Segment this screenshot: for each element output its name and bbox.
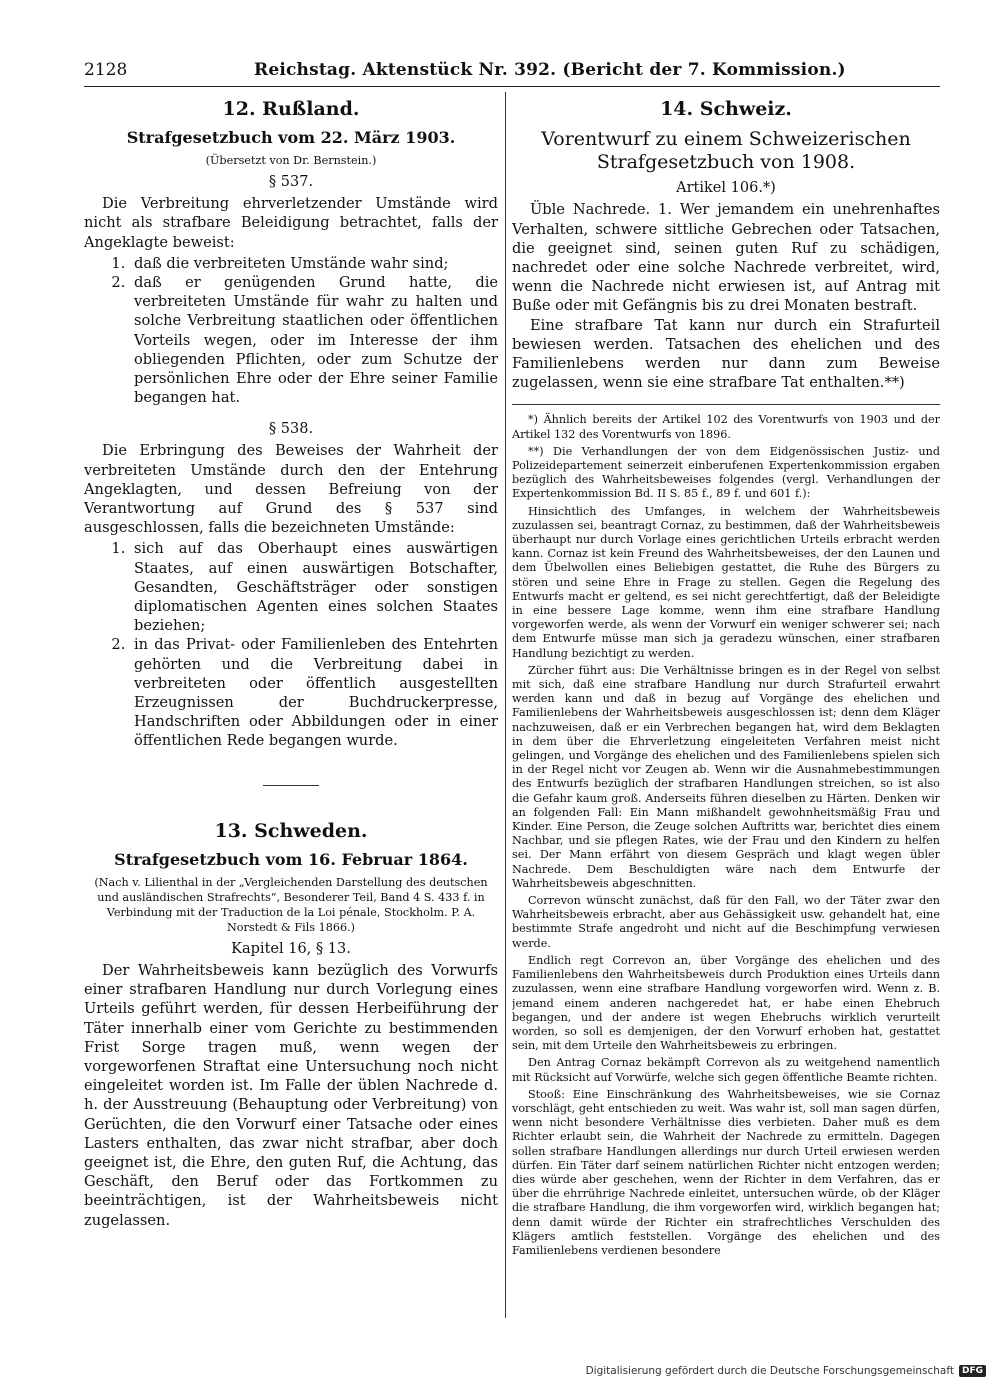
paragraph-538-intro: Die Erbringung des Beweises der Wahrheit der verbreiteten Umstände durch den der Entehrung Angeklagten, und dessen Befreiung von der Verantwortung auf Grund des § 537 sind ausgeschlossen, falls die bezeichneten Umstände:	[84, 442, 498, 537]
paragraph-537-list	[84, 254, 498, 408]
credit-text: Digitalisierung gefördert durch die Deutsche Forschungsgemeinschaft	[585, 1365, 954, 1377]
footnote: Stooß: Eine Einschränkung des Wahrheitsbeweises, wie sie Cornaz vorschlägt, geht entschieden zu weit. Was wahr ist, soll man sagen dürfen, wenn nicht besondere Verhältnisse dies verbieten. Daher muß es dem Richter erlaubt sein, die Wahrheit der Nachrede zu ermitteln. Dagegen sollen strafbare Handlungen allerdings nur durch Urteil erwiesen werden dürfen. Ein Täter darf seinem natürlichen Richter nicht entzogen werden; dies würde aber geschehen, wenn der Richter in dem Verfahren, das er über die ehrrührige Nachrede einleitet, untersuchen würde, ob der Kläger die strafbare Handlung, die ihm vorgeworfen wird, wirklich begangen hat; denn damit würde der Richter ein strafrechtliches Verschulden des Klägers amtlich feststellen. Vorgänge des ehelichen und des Familienlebens verdienen besondere	[512, 1087, 940, 1257]
digitization-credit	[586, 1365, 986, 1377]
footnote: Den Antrag Cornaz bekämpft Correvon als zu weitgehend namentlich mit Rücksicht auf Vorwürfe, welche sich gegen öffentliche Beamte richten.	[512, 1056, 940, 1084]
footnote: *) Ähnlich bereits der Artikel 102 des Vorentwurfs von 1903 und der Artikel 132 des Vorentwurfs von 1896.	[512, 413, 940, 441]
chapter-label: Kapitel 16, § 13.	[231, 941, 351, 958]
article-paragraph-1: Üble Nachrede. 1. Wer jemandem ein unehrenhaftes Verhalten, schwere sittliche Gebrechen oder Tatsachen, die geeignet sind, seinen guten Ruf zu schädigen, nachredet oder eine solche Nachrede verbreitet, wird, wenn die Nachrede nicht erwiesen ist, auf Antrag mit Buße oder mit Gefängnis bis zu drei Monaten bestraft.	[512, 201, 940, 315]
paragraph-label-538: § 538.	[268, 421, 314, 438]
section-heading-schweden: 13. Schweden.	[214, 819, 368, 842]
list-item: 2. daß er genügenden Grund hatte, die verbreiteten Umstände für wahr zu halten und solche Verbreitung staatlichen oder öffentlichen Vorteils wegen, oder im Interesse der ihm obliegenden Pflichten, oder zum Schutze der persönlichen Ehre oder der Ehre seiner Familie begangen hat.	[130, 273, 498, 407]
section-divider	[263, 785, 319, 786]
law-title-russland: Strafgesetzbuch vom 22. März 1903.	[126, 128, 456, 147]
running-title: Reichstag. Aktenstück Nr. 392. (Bericht der 7. Kommission.)	[254, 60, 846, 80]
page	[84, 58, 940, 1318]
law-title-schweden: Strafgesetzbuch vom 16. Februar 1864.	[114, 849, 468, 869]
page-header	[84, 58, 940, 87]
right-column	[512, 92, 940, 1318]
dfg-logo: DFG	[959, 1365, 986, 1377]
list-item: 1. daß die verbreiteten Umstände wahr sind;	[130, 254, 498, 273]
column-divider	[505, 92, 506, 1318]
list-item: 1. sich auf das Oberhaupt eines auswärtigen Staates, auf einen auswärtigen Botschafter, Gesandten, Geschäftsträger oder sonstigen diplomatischen Agenten eines solchen Staates beziehen;	[130, 539, 498, 635]
translator-note: (Übersetzt von Dr. Bernstein.)	[205, 154, 377, 167]
columns	[84, 92, 940, 1318]
paragraph-538-list	[84, 539, 498, 750]
footnote-rule	[512, 404, 940, 405]
footnote: Zürcher führt aus: Die Verhältnisse bringen es in der Regel von selbst mit sich, daß eine strafbare Handlung nur durch Strafurteil erwahrt werden kann und daß in bezug auf Vorgänge des ehelichen und Familienlebens der Wahrheitsbeweis ausgeschlossen ist; denn dem Kläger nachzuweisen, daß er ein Verbrechen begangen hat, wird dem Beklagten in dem über die Ehrverletzung eingeleiteten Verfahren meist nicht gelingen, und Vorgänge des ehelichen und des Familienlebens spielen sich in der Regel nicht vor Zeugen ab. Wenn wir die Ausnahmebestimmungen des Entwurfs bezüglich der strafbaren Handlungen streichen, so ist also die Gefahr kaum groß. Anderseits führen dieselben zu Härten. Denken wir an folgenden Fall: Ein Mann mißhandelt gewohnheitsmäßig Frau und Kinder. Eine Person, die Zeuge solchen Auftritts war, berichtet dies einem Nachbar, und sie pflegen Rates, wie der Frau und den Kindern zu helfen sei. Der Mann erfährt von diesem Gespräch und klagt wegen übler Nachrede. Dem Beschuldigten wäre nach dem Entwurfe der Wahrheitsbeweis abgeschnitten.	[512, 663, 940, 890]
article-label: Artikel 106.*)	[676, 180, 776, 197]
footnote: Hinsichtlich des Umfanges, in welchem der Wahrheitsbeweis zuzulassen sei, beantragt Cornaz, zu bestimmen, daß der Wahrheitsbeweis überhaupt nur durch Vorlage eines gerichtlichen Urteils erbracht werden kann. Cornaz ist kein Freund des Wahrheitsbeweises, der den Launen und dem Übelwollen eines Beliebigen gestattet, die Ruhe des Bürgers zu stören und seine Ehre in Frage zu stellen. Gegen die Regelung des Entwurfs macht er geltend, es sei nicht gerechtfertigt, daß der Beleidigte in eine bessere Lage komme, wenn ihm eine strafbare Handlung vorgeworfen werde, als wenn der Vorwurf ein weniger schwerer sei; nach dem Entwurfe müsse man sich ja geradezu wünschen, einer strafbaren Handlung bezichtigt zu werden.	[512, 504, 940, 660]
section-heading-russland: 12. Rußland.	[222, 98, 360, 120]
left-column	[84, 92, 498, 1318]
schweden-text: Der Wahrheitsbeweis kann bezüglich des Vorwurfs einer strafbaren Handlung nur durch Vorlegung eines Urteils geführt werden, für dessen Herbeiführung der Täter innerhalb einer vom Gerichte zu bestimmenden Frist Sorge tragen muß, wenn wegen der vorgeworfenen Straftat eine Untersuchung noch nicht eingeleitet worden ist. Im Falle der üblen Nachrede d. h. der Ausstreuung (Behauptung oder Verbreitung) von Gerüchten, die den Vorwurf einer Tatsache oder eines Lasters enthalten, das zwar nicht strafbar, aber doch geeignet ist, die Ehre, den guten Ruf, die Achtung, das Geschäft, den Beruf oder das Fortkommen zu beeinträchtigen, ist der Wahrheitsbeweis nicht zugelassen.	[84, 962, 498, 1229]
article-paragraph-2: Eine strafbare Tat kann nur durch ein Strafurteil bewiesen werden. Tatsachen des ehelichen und des Familienlebens werden nur dann zum Beweise zugelassen, wenn sie eine strafbare Tat enthalten.**)	[512, 316, 940, 392]
footnote: **) Die Verhandlungen der von dem Eidgenössischen Justiz- und Polizeidepartement seinerzeit einberufenen Expertenkommission ergaben bezüglich des Wahrheitsbeweises folgendes (vergl. Verhandlungen der Expertenkommission Bd. II S. 85 f., 89 f. und 601 f.):	[512, 444, 940, 501]
footnote: Correvon wünscht zunächst, daß für den Fall, wo der Täter zwar den Wahrheitsbeweis erbracht, aber aus Gehässigkeit usw. gehandelt hat, eine bestimmte Strafe angedroht und nicht auf die Beschimpfung verwiesen werde.	[512, 894, 940, 950]
list-item: 2. in das Privat- oder Familienleben des Entehrten gehörten und die Verbreitung dabei in verbreiteten oder öffentlich ausgestellten Erzeugnissen der Buchdruckerpresse, Handschriften oder Abbildungen oder in einer öffentlichen Rede begangen wurde.	[130, 635, 498, 750]
paragraph-537-intro: Die Verbreitung ehrverletzender Umstände wird nicht als strafbare Beleidigung betrachtet, falls der Angeklagte beweist:	[84, 195, 498, 251]
source-note: (Nach v. Lilienthal in der „Vergleichenden Darstellung des deutschen und ausländischen Strafrechts“, Besonderer Teil, Band 4 S. 433 f. in Verbindung mit der Traduction de la Loi pénale, Stockholm. P. A. Norstedt & Fils 1866.)	[94, 875, 488, 934]
law-title-schweiz: Vorentwurf zu einem Schweizerischen Strafgesetzbuch von 1908.	[541, 128, 911, 174]
paragraph-label-537: § 537.	[268, 174, 314, 191]
page-number: 2128	[84, 60, 128, 80]
footnote: Endlich regt Correvon an, über Vorgänge des ehelichen und des Familienlebens den Wahrheitsbeweis durch Produktion eines Urteils dann zuzulassen, wenn eine strafbare Handlung vorgeworfen wird. Wenn z. B. jemand einem anderen nachgeredet hat, er habe einen Ehebruch begangen, und der andere ist wegen Ehebruchs wirklich verurteilt worden, so soll es demjenigen, der den Vorwurf erhoben hat, gestattet sein, mit dem Urteile den Wahrheitsbeweis zu erbringen.	[512, 953, 940, 1053]
section-heading-schweiz: 14. Schweiz.	[660, 98, 792, 120]
